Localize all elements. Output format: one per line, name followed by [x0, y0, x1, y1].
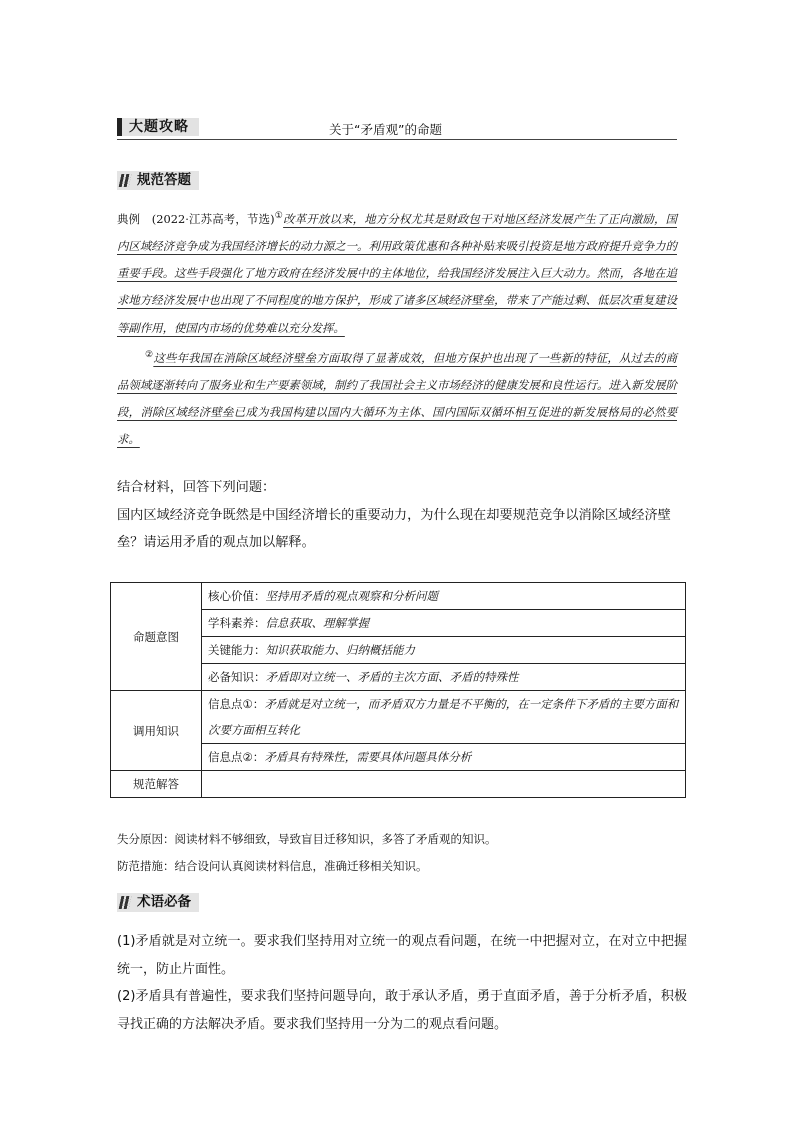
section-tag-terms-label: 术语必备 — [137, 894, 191, 910]
question-block — [117, 474, 687, 557]
example-paragraph-1 — [117, 203, 677, 342]
example-lead: 典例 (2022·江苏高考，节选) — [117, 211, 275, 226]
term-2: (2)矛盾具有普遍性，要求我们坚持问题导向，敢于承认矛盾，勇于直面矛盾，善于分析矛盾，积极寻找正确的方法解决矛盾。要求我们坚持用一分为二的观点看问题。 — [117, 989, 687, 1032]
terms-list — [117, 928, 687, 1038]
cell-literacy: 学科素养：信息获取、理解掌握 — [202, 610, 686, 637]
label-answer: 规范解答 — [111, 771, 202, 798]
marker-2: ② — [145, 349, 154, 360]
loss-reason: 失分原因：阅读材料不够细致，导致盲目迁移知识，多答了矛盾观的知识。 — [117, 832, 497, 846]
header-rule — [117, 139, 677, 140]
header-title: 关于“矛盾观”的命题 — [329, 122, 442, 137]
section-tag-answer-label: 规范答题 — [137, 172, 191, 188]
cell-essential: 必备知识：矛盾即对立统一、矛盾的主次方面、矛盾的特殊性 — [202, 664, 686, 691]
header-tag: 大题攻略 — [117, 118, 199, 136]
example-passage — [117, 203, 677, 453]
stripes-icon — [119, 174, 132, 187]
question-text: 国内区域经济竞争既然是中国经济增长的重要动力，为什么现在却要规范竞争以消除区域经济壁垒？请运用矛盾的观点加以解释。 — [117, 507, 671, 550]
table-row — [111, 691, 686, 744]
prevention: 防范措施：结合设问认真阅读材料信息，准确迁移相关知识。 — [117, 859, 428, 873]
error-analysis — [117, 826, 687, 880]
table-row — [111, 583, 686, 610]
label-knowledge: 调用知识 — [111, 691, 202, 771]
label-intent: 命题意图 — [111, 583, 202, 691]
term-1: (1)矛盾就是对立统一。要求我们坚持用对立统一的观点看问题，在统一中把握对立，在对立中把握统一，防止片面性。 — [117, 934, 687, 977]
cell-info-1: 信息点①：矛盾就是对立统一，而矛盾双方力量是不平衡的，在一定条件下矛盾的主要方面和次要方面相互转化 — [202, 691, 686, 744]
question-prompt: 结合材料，回答下列问题： — [117, 480, 276, 495]
cell-ability: 关键能力：知识获取能力、归纳概括能力 — [202, 637, 686, 664]
cell-core-value: 核心价值：坚持用矛盾的观点观察和分析问题 — [202, 583, 686, 610]
stripes-icon — [119, 896, 132, 909]
analysis-table — [110, 582, 686, 798]
page-header — [117, 116, 677, 140]
example-text-2: 这些年我国在消除区域经济壁垒方面取得了显著成效，但地方保护也出现了一些新的特征，从过去的商品领域逐渐转向了服务业和生产要素领域，制约了我国社会主义市场经济的健康发展和良性运行。进入新发展阶段，消除区域经济壁垒已成为我国构建以国内大循环为主体、国内国际双循环相互促进的新发展格局的必然要求。 — [117, 350, 677, 447]
marker-1: ① — [274, 211, 284, 221]
cell-answer-empty — [202, 771, 686, 798]
table-row — [111, 771, 686, 798]
example-paragraph-2 — [117, 342, 677, 454]
cell-info-2: 信息点②：矛盾具有特殊性，需要具体问题具体分析 — [202, 744, 686, 771]
example-text-1: 改革开放以来，地方分权尤其是财政包干对地区经济发展产生了正向激励，国内区域经济竞争成为我国经济增长的动力源之一。利用政策优惠和各种补贴来吸引投资是地方政府提升竞争力的重要手段。这些手段强化了地方政府在经济发展中的主体地位，给我国经济发展注入巨大动力。然而，各地在追求地方经济发展中也出现了不同程度的地方保护，形成了诸多区域经济壁垒，带来了产能过剩、低层次重复建设等副作用，使国内市场的优势难以充分发挥。 — [117, 211, 677, 335]
section-tag-terms — [117, 893, 199, 912]
section-tag-answer — [117, 171, 199, 190]
